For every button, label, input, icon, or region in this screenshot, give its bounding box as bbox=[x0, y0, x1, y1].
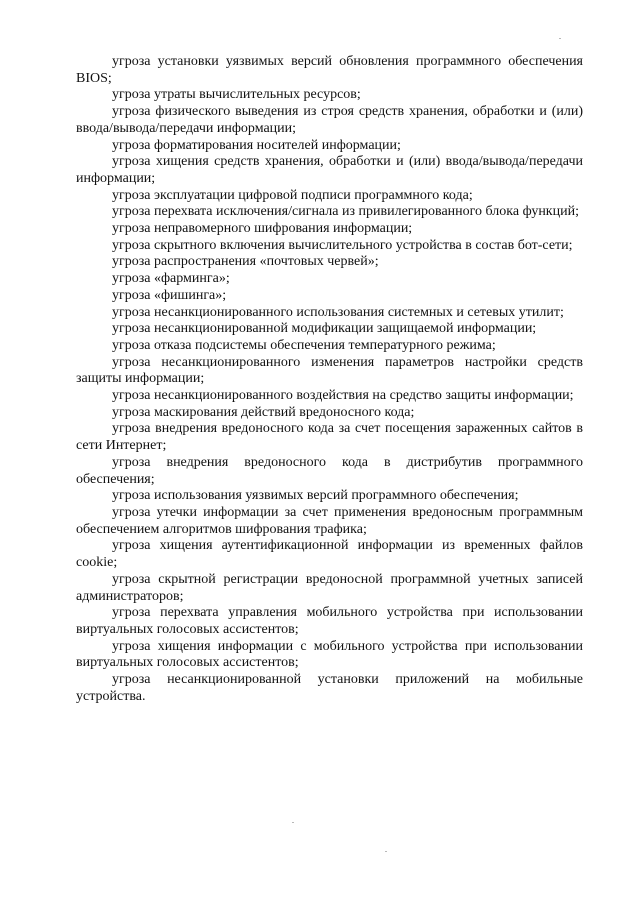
threat-item: угроза «фишинга»; bbox=[112, 287, 227, 303]
threat-item: угроза хищения аутентификационной информации из временных файлов cookie; bbox=[76, 538, 583, 571]
scan-speck bbox=[385, 851, 387, 852]
threat-list bbox=[76, 54, 583, 705]
threat-item: угроза форматирования носителей информации; bbox=[112, 137, 401, 153]
threat-item: угроза использования уязвимых версий программного обеспечения; bbox=[112, 488, 519, 504]
threat-item: угроза скрытного включения вычислительного устройства в состав бот-сети; bbox=[112, 237, 573, 253]
threat-item: угроза эксплуатации цифровой подписи программного кода; bbox=[112, 187, 473, 203]
threat-item: угроза хищения информации с мобильного устройства при использовании виртуальных голосовых ассистентов; bbox=[76, 638, 583, 671]
threat-item: угроза установки уязвимых версий обновления программного обеспечения BIOS; bbox=[76, 54, 583, 86]
threat-item: угроза физического выведения из строя средств хранения, обработки и (или) ввода/вывода/передачи информации; bbox=[76, 104, 583, 136]
scan-speck bbox=[559, 38, 561, 39]
threat-item: угроза перехвата управления мобильного устройства при использовании виртуальных голосовых ассистентов; bbox=[76, 605, 583, 637]
scan-speck bbox=[292, 822, 294, 823]
threat-item: угроза утраты вычислительных ресурсов; bbox=[112, 87, 361, 103]
threat-item: угроза распространения «почтовых червей»; bbox=[112, 254, 379, 270]
threat-item: угроза несанкционированного использования системных и сетевых утилит; bbox=[112, 304, 564, 320]
threat-item: угроза «фарминга»; bbox=[112, 271, 230, 287]
threat-item: угроза перехвата исключения/сигнала из привилегированного блока функций; bbox=[112, 204, 579, 220]
threat-item: угроза неправомерного шифрования информации; bbox=[112, 221, 413, 237]
threat-item: угроза скрытной регистрации вредоносной программной учетных записей администраторов; bbox=[76, 571, 583, 604]
threat-item: угроза несанкционированной модификации защищаемой информации; bbox=[112, 321, 537, 337]
threat-item: угроза хищения средств хранения, обработки и (или) ввода/вывода/передачи информации; bbox=[76, 154, 583, 186]
threat-item: угроза внедрения вредоносного кода в дистрибутив программного обеспечения; bbox=[76, 454, 583, 487]
threat-item: угроза несанкционированного воздействия на средство защиты информации; bbox=[112, 388, 574, 404]
threat-item: угроза внедрения вредоносного кода за счет посещения зараженных сайтов в сети Интернет; bbox=[76, 421, 583, 454]
threat-item: угроза утечки информации за счет применения вредоносным программным обеспечением алгоритмов шифрования трафика; bbox=[76, 504, 583, 537]
threat-item: угроза маскирования действий вредоносного кода; bbox=[112, 404, 415, 420]
threat-item: угроза отказа подсистемы обеспечения температурного режима; bbox=[112, 337, 496, 353]
threat-item: угроза несанкционированной установки приложений на мобильные устройства. bbox=[76, 672, 583, 704]
threat-item: угроза несанкционированного изменения параметров настройки средств защиты информации; bbox=[76, 354, 583, 387]
